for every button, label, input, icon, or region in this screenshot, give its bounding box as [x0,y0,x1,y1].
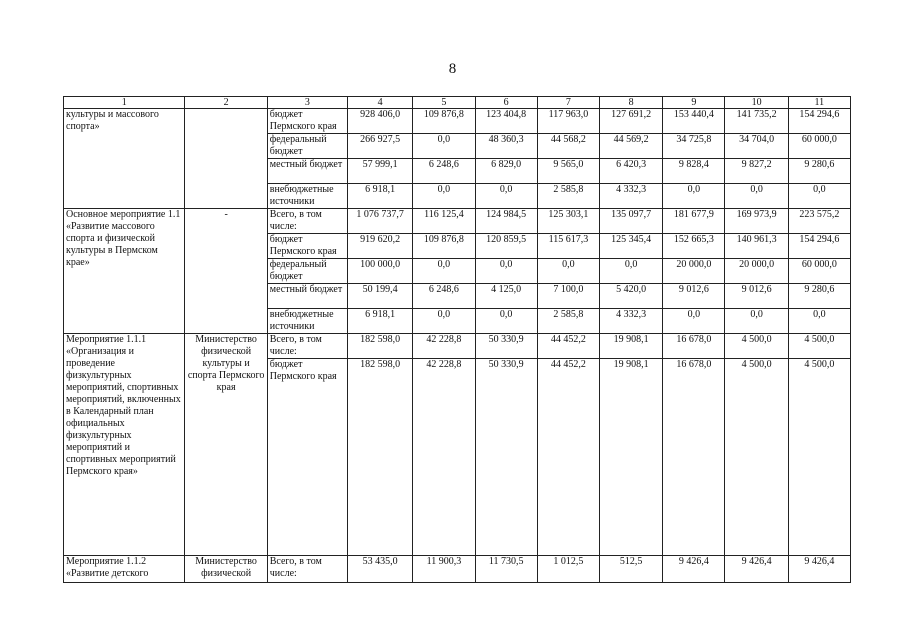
funding-source-cell: бюджет Пермского края [267,359,347,556]
activity-name-cell: Основное мероприятие 1.1 «Развитие массового спорта и физической культуры в Пермском крае» [64,209,185,334]
activity-name-cell: Мероприятие 1.1.2 «Развитие детского [64,556,185,583]
amount-cell: 4 125,0 [475,284,537,309]
amount-cell: 152 665,3 [663,234,725,259]
amount-cell: 928 406,0 [348,109,413,134]
amount-cell: 9 426,4 [725,556,788,583]
amount-cell: 16 678,0 [663,334,725,359]
amount-cell: 9 828,4 [663,159,725,184]
amount-cell: 154 294,6 [788,234,850,259]
column-header: 10 [725,97,788,109]
funding-source-cell: федеральный бюджет [267,134,347,159]
amount-cell: 512,5 [600,556,663,583]
amount-cell: 182 598,0 [348,359,413,556]
amount-cell: 0,0 [413,134,475,159]
amount-cell: 2 585,8 [537,309,599,334]
funding-source-cell: федеральный бюджет [267,259,347,284]
amount-cell: 19 908,1 [600,334,663,359]
amount-cell: 223 575,2 [788,209,850,234]
amount-cell: 919 620,2 [348,234,413,259]
amount-cell: 6 918,1 [348,184,413,209]
amount-cell: 109 876,8 [413,234,475,259]
amount-cell: 6 829,0 [475,159,537,184]
amount-cell: 120 859,5 [475,234,537,259]
amount-cell: 2 585,8 [537,184,599,209]
amount-cell: 154 294,6 [788,109,850,134]
amount-cell: 141 735,2 [725,109,788,134]
column-header: 8 [600,97,663,109]
amount-cell: 115 617,3 [537,234,599,259]
amount-cell: 0,0 [725,309,788,334]
amount-cell: 0,0 [475,184,537,209]
funding-source-cell: внебюджетные источники [267,309,347,334]
amount-cell: 19 908,1 [600,359,663,556]
amount-cell: 125 303,1 [537,209,599,234]
header-row [64,97,851,109]
amount-cell: 4 500,0 [788,334,850,359]
amount-cell: 0,0 [725,184,788,209]
amount-cell: 4 500,0 [725,359,788,556]
amount-cell: 0,0 [413,184,475,209]
executor-cell [185,109,267,209]
amount-cell: 9 827,2 [725,159,788,184]
executor-cell: - [185,209,267,334]
column-header: 2 [185,97,267,109]
amount-cell: 6 918,1 [348,309,413,334]
amount-cell: 50 330,9 [475,359,537,556]
column-header: 4 [348,97,413,109]
column-header: 5 [413,97,475,109]
amount-cell: 6 420,3 [600,159,663,184]
amount-cell: 48 360,3 [475,134,537,159]
amount-cell: 0,0 [663,184,725,209]
amount-cell: 116 125,4 [413,209,475,234]
amount-cell: 0,0 [413,259,475,284]
amount-cell: 11 900,3 [413,556,475,583]
amount-cell: 0,0 [537,259,599,284]
amount-cell: 20 000,0 [663,259,725,284]
amount-cell: 34 725,8 [663,134,725,159]
amount-cell: 123 404,8 [475,109,537,134]
amount-cell: 44 568,2 [537,134,599,159]
amount-cell: 182 598,0 [348,334,413,359]
amount-cell: 117 963,0 [537,109,599,134]
amount-cell: 4 332,3 [600,184,663,209]
executor-cell: Министерство физической культуры и спорта Пермского края [185,334,267,556]
amount-cell: 153 440,4 [663,109,725,134]
amount-cell: 4 500,0 [725,334,788,359]
amount-cell: 9 426,4 [788,556,850,583]
amount-cell: 0,0 [475,259,537,284]
amount-cell: 1 076 737,7 [348,209,413,234]
amount-cell: 34 704,0 [725,134,788,159]
amount-cell: 0,0 [788,309,850,334]
funding-source-cell: Всего, в том числе: [267,334,347,359]
amount-cell: 42 228,8 [413,334,475,359]
amount-cell: 57 999,1 [348,159,413,184]
amount-cell: 0,0 [600,259,663,284]
amount-cell: 20 000,0 [725,259,788,284]
amount-cell: 4 500,0 [788,359,850,556]
amount-cell: 9 280,6 [788,284,850,309]
amount-cell: 1 012,5 [537,556,599,583]
amount-cell: 124 984,5 [475,209,537,234]
activity-name-cell: Мероприятие 1.1.1 «Организация и проведение физкультурных мероприятий, спортивных мероприятий, включенных в Календарный план официальных физкультурных мероприятий и спортивных мероприятий Пермского края» [64,334,185,556]
budget-table [63,96,851,583]
amount-cell: 53 435,0 [348,556,413,583]
amount-cell: 60 000,0 [788,259,850,284]
table-row [64,334,851,359]
funding-source-cell: местный бюджет [267,284,347,309]
funding-source-cell: Всего, в том числе: [267,209,347,234]
amount-cell: 4 332,3 [600,309,663,334]
amount-cell: 42 228,8 [413,359,475,556]
amount-cell: 44 452,2 [537,334,599,359]
column-header: 3 [267,97,347,109]
page-number: 8 [448,61,457,77]
column-header: 7 [537,97,599,109]
amount-cell: 6 248,6 [413,284,475,309]
funding-source-cell: Всего, в том числе: [267,556,347,583]
executor-cell: Министерство физической [185,556,267,583]
funding-source-cell: внебюджетные источники [267,184,347,209]
amount-cell: 109 876,8 [413,109,475,134]
column-header: 6 [475,97,537,109]
activity-name-cell: культуры и массового спорта» [64,109,185,209]
amount-cell: 140 961,3 [725,234,788,259]
table-row [64,556,851,583]
amount-cell: 266 927,5 [348,134,413,159]
amount-cell: 7 100,0 [537,284,599,309]
amount-cell: 127 691,2 [600,109,663,134]
amount-cell: 6 248,6 [413,159,475,184]
funding-source-cell: бюджет Пермского края [267,234,347,259]
amount-cell: 44 452,2 [537,359,599,556]
amount-cell: 0,0 [663,309,725,334]
amount-cell: 9 012,6 [725,284,788,309]
table-row [64,109,851,134]
funding-source-cell: бюджет Пермского края [267,109,347,134]
amount-cell: 169 973,9 [725,209,788,234]
amount-cell: 0,0 [475,309,537,334]
amount-cell: 11 730,5 [475,556,537,583]
amount-cell: 9 426,4 [663,556,725,583]
amount-cell: 135 097,7 [600,209,663,234]
amount-cell: 50 199,4 [348,284,413,309]
column-header: 11 [788,97,850,109]
column-header: 1 [64,97,185,109]
amount-cell: 100 000,0 [348,259,413,284]
table-row [64,209,851,234]
amount-cell: 125 345,4 [600,234,663,259]
amount-cell: 5 420,0 [600,284,663,309]
funding-source-cell: местный бюджет [267,159,347,184]
amount-cell: 181 677,9 [663,209,725,234]
amount-cell: 0,0 [413,309,475,334]
amount-cell: 50 330,9 [475,334,537,359]
column-header: 9 [663,97,725,109]
amount-cell: 44 569,2 [600,134,663,159]
amount-cell: 9 280,6 [788,159,850,184]
amount-cell: 0,0 [788,184,850,209]
amount-cell: 16 678,0 [663,359,725,556]
amount-cell: 60 000,0 [788,134,850,159]
amount-cell: 9 565,0 [537,159,599,184]
amount-cell: 9 012,6 [663,284,725,309]
